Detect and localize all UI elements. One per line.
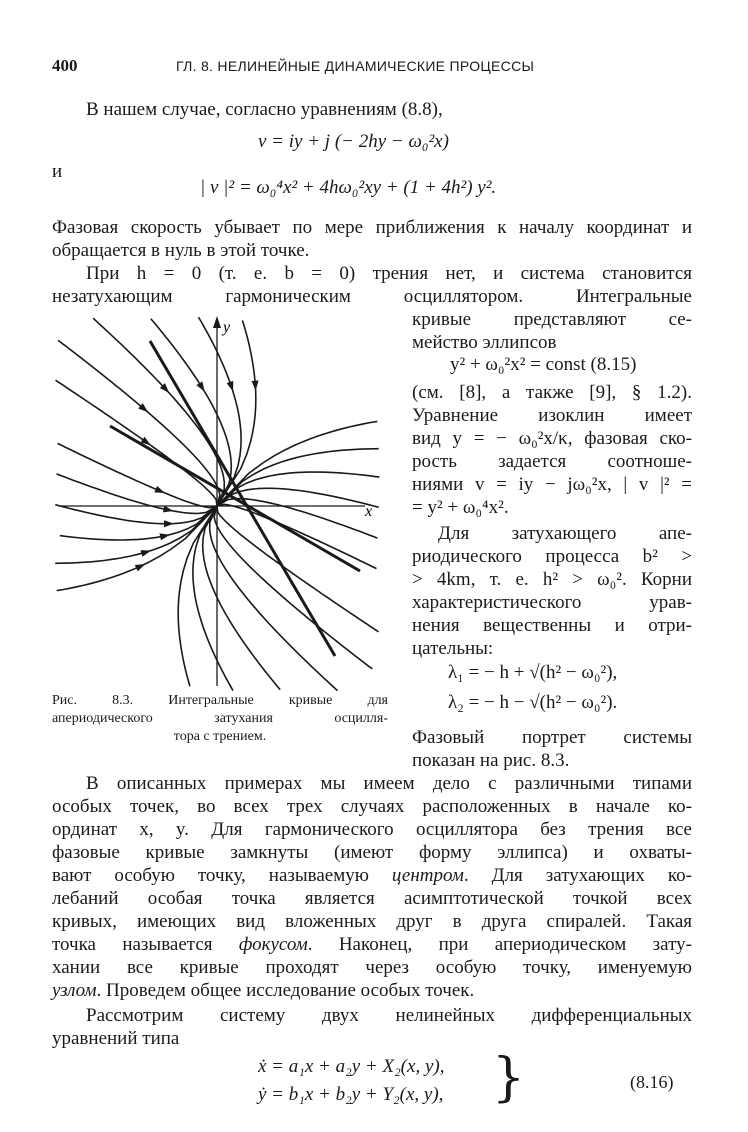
text-run: . Для затухающих ко- xyxy=(463,865,692,886)
paragraph-types-line: В описанных примерах мы имеем дело с различными типами xyxy=(86,773,692,794)
arrow-icon xyxy=(196,381,207,393)
side-line: кривые представляют се- xyxy=(412,309,692,330)
paragraph-types-line: ординат x, y. Для гармонического осциллятора без трения все xyxy=(52,819,692,840)
paragraph-system-line1: Рассмотрим систему двух нелинейных дифференциальных xyxy=(86,1005,692,1026)
paragraph-types-line xyxy=(52,979,474,1002)
text-run: точка называется xyxy=(52,934,239,955)
side-line: мейство эллипсов xyxy=(412,332,557,353)
equation-lambda1: λ₁ = − h + √(h² − ω₀²), xyxy=(448,662,618,683)
equation-lambda2: λ₂ = − h − √(h² − ω₀²). xyxy=(448,692,618,713)
page-number: 400 xyxy=(52,56,78,75)
side-line: нения вещественны и отри- xyxy=(412,615,692,636)
figure-caption-line3: тора с трением. xyxy=(173,729,267,744)
phase-portrait-figure xyxy=(60,316,390,691)
paragraph-types-line xyxy=(52,864,692,887)
arrow-icon xyxy=(154,486,166,496)
paragraph-system-line2: уравнений типа xyxy=(52,1028,180,1049)
arrow-icon xyxy=(135,561,147,572)
chapter-title: ГЛ. 8. НЕЛИНЕЙНЫЕ ДИНАМИЧЕСКИЕ ПРОЦЕССЫ xyxy=(176,58,535,74)
integral-curve xyxy=(217,320,377,506)
side-line: > 4km, т. е. h² > ω₀². Корни xyxy=(412,569,692,590)
intro-text: В нашем случае, согласно уравнениям (8.8), xyxy=(86,99,443,120)
figure-caption-line2: апериодического затухания осцилля- xyxy=(52,711,388,726)
separatrix-shallow xyxy=(110,426,360,571)
side-line: цательны: xyxy=(412,638,494,659)
integral-curve xyxy=(55,506,233,691)
equation-8-16-number: (8.16) xyxy=(630,1072,674,1092)
paragraph-types-line: лебаний особая точка является асимптотической точкой всех xyxy=(52,888,692,909)
paragraph-types-line: кривых, имеющих вид вложенных друг в друга спиралей. Такая xyxy=(52,911,692,932)
integral-curve xyxy=(93,318,379,507)
term-focus: фокусом xyxy=(238,934,308,955)
integral-curve xyxy=(57,506,217,686)
arrow-icon xyxy=(159,531,170,540)
paragraph-types-line: хании все кривые проходят через особую точку, именуемую xyxy=(52,957,692,978)
side-line: Фазовый портрет системы xyxy=(412,727,692,748)
equation-8-15: y² + ω₀²x² = const (8.15) xyxy=(450,354,637,375)
paragraph-h0-line2: незатухающим гармоническим осциллятором. Интегральные xyxy=(52,286,692,307)
arrow-icon xyxy=(227,381,237,393)
text-run: вают особую точку, называемую xyxy=(52,865,392,886)
arrow-icon xyxy=(252,380,260,390)
side-line: вид y = − ω₀²x/κ, фазовая ско- xyxy=(412,428,692,449)
paragraph-types-line: особых точек, во всех трех случаях расположенных в начале ко- xyxy=(52,796,692,817)
side-line: риодического процесса b² > xyxy=(412,546,692,567)
side-line: = y² + ω₀⁴x². xyxy=(412,497,509,518)
equation-8-16-line2: ẏ = b₁x + b₂y + Y₂(x, y), xyxy=(258,1084,444,1105)
paragraph-types-line xyxy=(52,933,692,956)
arrow-icon xyxy=(140,547,152,557)
term-node: узлом xyxy=(52,980,97,1001)
equation-v: v = iy + j (− 2hy − ω₀²x) xyxy=(258,131,449,152)
term-center: центром xyxy=(391,865,464,886)
side-line: характеристического урав- xyxy=(412,592,692,613)
equation-v-squared: | v |² = ω₀⁴x² + 4hω₀²xy + (1 + 4h²) y². xyxy=(200,177,497,198)
side-line: Уравнение изоклин имеет xyxy=(412,405,692,426)
paragraph-types-line: фазовые кривые замкнуты (имеют форму эллипса) и охваты- xyxy=(52,842,692,863)
side-line: ниями v = iy − jω₀²x, | v |² = xyxy=(412,474,692,495)
side-line: показан на рис. 8.3. xyxy=(412,750,570,771)
text-run: . Проведем общее исследование особых точек. xyxy=(96,980,475,1001)
paragraph-phase-velocity: Фазовая скорость убывает по мере приближения к началу координат и обращается в нуль в этой точке. xyxy=(52,217,692,261)
y-axis-arrow-icon xyxy=(213,316,221,328)
paragraph-h0-line1: При h = 0 (т. е. b = 0) трения нет, и система становится xyxy=(86,263,692,284)
brace-icon: } xyxy=(492,1048,526,1108)
side-line: (см. [8], а также [9], § 1.2). xyxy=(412,382,692,403)
arrow-icon xyxy=(164,520,174,527)
figure-caption-line1: Рис. 8.3. Интегральные кривые для xyxy=(52,693,388,708)
x-axis-label: x xyxy=(365,503,373,520)
text-run: . Наконец, при апериодическом зату- xyxy=(307,934,692,955)
y-axis-label: y xyxy=(223,319,231,336)
side-line: рость задается соотноше- xyxy=(412,451,692,472)
integral-curve xyxy=(199,317,379,506)
equation-8-16-line1: ẋ = a₁x + a₂y + X₂(x, y), xyxy=(258,1056,445,1077)
and-word: и xyxy=(52,161,63,182)
side-line: Для затухающего апе- xyxy=(438,523,692,544)
